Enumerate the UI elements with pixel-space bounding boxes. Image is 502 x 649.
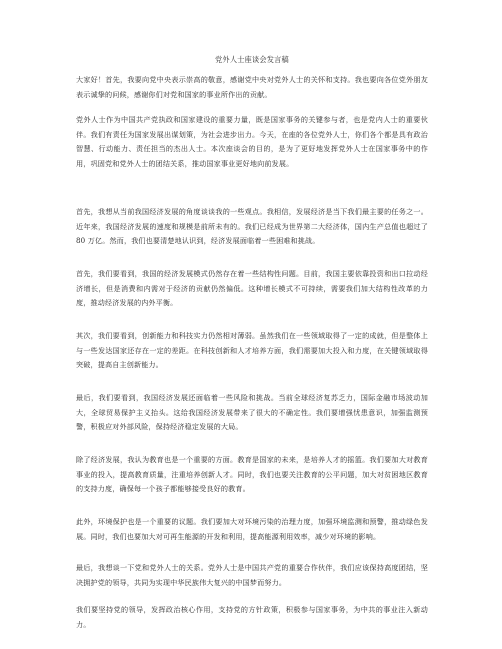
paragraph-innovation: 其次，我们要看到，创新能力和科技实力仍然相对薄弱。虽然我们在一些领域取得了一定的成就，但是整体上与一些发达国家还存在一定的差距。在科技创新和人才培养方面，我们需要加大投入和力度，在关键领域取得突破，提高自主创新能力。	[76, 331, 428, 369]
paragraph-education: 除了经济发展，我认为教育也是一个重要的方面。教育是国家的未来，是培养人才的摇篮。我们要加大对教育事业的投入，提高教育质量，注重培养创新人才。同时，我们也要关注教育的公平问题，加大对贫困地区教育的支持力度，确保每一个孩子都能够接受良好的教育。	[76, 455, 428, 493]
paragraph-structural-issues: 首先，我们要看到，我国的经济发展模式仍然存在着一些结构性问题。目前，我国主要依靠投资和出口拉动经济增长，但是消费和内需对于经济的贡献仍然偏低。这种增长模式不可持续，需要我们加大结构性改革的力度，推动经济发展的内外平衡。	[76, 269, 428, 307]
paragraph-conclusion: 我们要坚持党的领导，发挥政治核心作用，支持党的方针政策，积极参与国家事务，为中共的事业注入新动力。	[76, 605, 428, 629]
document-title: 党外人士座谈会发言稿	[215, 55, 289, 64]
paragraph-role-of-non-party: 党外人士作为中国共产党执政和国家建设的重要力量，既是国家事务的关键参与者，也是党内人士的重要伙伴。我们有责任为国家发展出谋划策，为社会进步出力。今天，在座的各位党外人士，你们各个都是具有政治智慧、行动能力、责任担当的杰出人士。本次座谈会的目的，是为了更好地发挥党外人士在国家事务中的作用，巩固党和党外人士的团结关系，推动国家事业更好地向前发展。	[76, 115, 428, 168]
paragraph-party-relations: 最后，我想谈一下党和党外人士的关系。党外人士是中国共产党的重要合作伙伴，我们应该保持高度团结，坚决拥护党的领导，共同为实现中华民族伟大复兴的中国梦而努力。	[76, 563, 428, 587]
paragraph-risks: 最后，我们要看到，我国经济发展还面临着一些风险和挑战。当前全球经济复苏乏力，国际金融市场波动加大，全球贸易保护主义抬头。这给我国经济发展带来了很大的不确定性。我们要增强忧患意识，加强监测预警，积极应对外部风险，保持经济稳定发展的大局。	[76, 393, 428, 431]
paragraph-greeting: 大家好！首先，我要向党中央表示崇高的敬意，感谢党中央对党外人士的关怀和支持。我也要向各位党外朋友表示诚挚的问候，感谢你们对党和国家的事业所作出的贡献。	[76, 75, 428, 99]
paragraph-environment: 此外，环境保护也是一个重要的议题。我们要加大对环境污染的治理力度，加强环境监测和预警，推动绿色发展。同时，我们也要加大对可再生能源的开发和利用，提高能源利用效率，减少对环境的影响。	[76, 517, 428, 541]
paragraph-economy-intro: 首先，我想从当前我国经济发展的角度谈谈我的一些观点。我相信，发展经济是当下我们最主要的任务之一。近年来，我国经济发展的速度和规模是前所未有的。我们已经成为世界第二大经济体，国内生产总值也超过了 80 万亿。然而，我们也要清楚地认识到，经济发展面临着一些困难和挑战。	[76, 207, 428, 245]
